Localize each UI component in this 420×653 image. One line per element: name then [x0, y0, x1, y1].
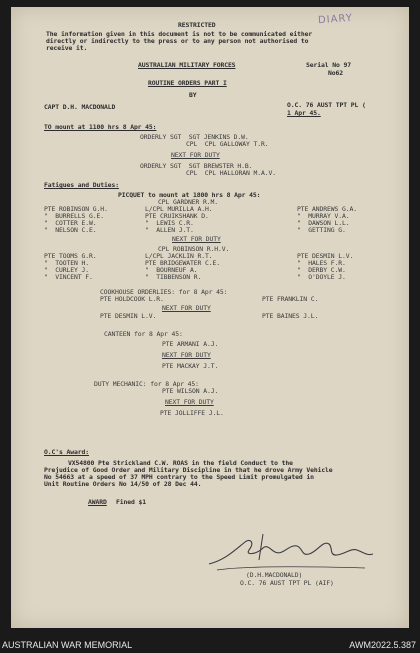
award-value: Fined $1 — [116, 498, 146, 506]
footer-source: AUSTRALIAN WAR MEMORIAL — [2, 640, 133, 650]
duty-mechanic-name: PTE WILSON A.J. — [162, 387, 219, 395]
duty-mechanic-next: PTE JOLLIFFE J.L. — [160, 409, 224, 417]
fatigues-heading: Fatigues and Duties: — [44, 181, 119, 189]
officer-name: CAPT D.H. MACDONALD — [44, 103, 116, 111]
next-picket-row-3-col3: " DERBY C.W. — [297, 266, 346, 274]
orderly-sgt: ORDERLY SGT SGT JENKINS D.W. — [140, 133, 249, 141]
handwritten-signature — [205, 530, 375, 575]
org-heading: AUSTRALIAN MILITARY FORCES — [138, 61, 236, 69]
footer-accession-number: AWM2022.5.387 — [349, 640, 416, 650]
award-heading: O.C's Award: — [44, 448, 89, 456]
picket-row-3-col2: " LEWIS C.R. — [145, 219, 194, 227]
cookhouse-heading: COOKHOUSE ORDERLIES: for 8 Apr 45: — [100, 288, 228, 296]
cookhouse-next-b: PTE BAINES J.L. — [262, 312, 319, 320]
next-picket-row-1-col1: PTE TOOMS G.R. — [44, 252, 97, 260]
picket-row-2-col1: " BURRELLS G.E. — [44, 212, 104, 220]
picket-row-2-col2: PTE CRUIKSHANK D. — [145, 212, 209, 220]
signature-title: O.C. 76 AUST TPT PL (AIF) — [240, 579, 334, 587]
by-line: BY — [189, 91, 197, 99]
next-orderly-cpl: CPL CPL HALLORAN M.A.V. — [186, 169, 276, 177]
command-line: O.C. 76 AUST TPT PL ( — [287, 101, 366, 109]
picket-row-2-col3: " MURRAY V.A. — [297, 212, 350, 220]
picket-row-1-col1: PTE ROBINSON G.H. — [44, 205, 108, 213]
picket-row-4-col3: " GETTING G. — [297, 226, 346, 234]
canteen-name: PTE ARMANI A.J. — [162, 340, 219, 348]
next-for-duty-1: NEXT FOR DUTY — [171, 151, 220, 159]
caveat-line-2: directly or indirectly to the press or to any person not authorised to — [46, 37, 309, 45]
next-for-duty-3: NEXT FOR DUTY — [162, 304, 211, 312]
award-label: AWARD — [88, 498, 107, 506]
award-line-2: Prejudice of Good Order and Military Discipline in that he drove Army Vehicle — [44, 466, 333, 474]
orderly-cpl: CPL CPL GALLOWAY T.R. — [186, 140, 269, 148]
classification-heading: RESTRICTED — [178, 21, 216, 29]
next-picket-row-2-col3: " HALES F.R. — [297, 259, 346, 267]
canteen-next: PTE MACKAY J.T. — [162, 362, 219, 370]
date-line: 1 Apr 45. — [287, 109, 321, 117]
next-for-duty-2: NEXT FOR DUTY — [172, 235, 221, 243]
diary-stamp: DIARY — [317, 12, 354, 27]
caveat-line-1: The information given in this document is not to be communicated either — [46, 30, 313, 38]
picket-row-4-col1: " NELSON C.E. — [44, 226, 97, 234]
serial-number: Serial No 97 — [306, 61, 351, 69]
section-heading: TO mount at 1100 hrs 8 Apr 45: — [44, 123, 157, 131]
duty-mechanic-heading: DUTY MECHANIC: for 8 Apr 45: — [94, 380, 199, 388]
picket-row-3-col3: " DAWSON L.L. — [297, 219, 350, 227]
next-picket-row-1-col2: L/CPL JACKLIN R.T. — [145, 252, 213, 260]
picket-heading: PICQUET to mount at 1800 hrs 8 Apr 45: — [118, 191, 261, 199]
picket-row-4-col2: " ALLEN J.T. — [145, 226, 194, 234]
picket-cpl: CPL GARDNER R.M. — [158, 198, 218, 206]
next-picket-row-2-col1: " TOOTEN H. — [44, 259, 89, 267]
cookhouse-next-a: PTE DESMIN L.V. — [100, 312, 157, 320]
serial-sub: No62 — [328, 69, 343, 77]
next-for-duty-5: NEXT FOR DUTY — [165, 398, 214, 406]
next-picket-row-4-col2: " TIBBENSON R. — [145, 273, 202, 281]
next-for-duty-4: NEXT FOR DUTY — [162, 351, 211, 359]
cookhouse-orderly-b: PTE FRANKLIN C. — [262, 295, 319, 303]
picket-row-3-col1: " COTTER E.W. — [44, 219, 97, 227]
next-picket-cpl: CPL ROBINSON R.H.V. — [158, 245, 230, 253]
signature-name: (D.H.MACDONALD) — [246, 571, 303, 579]
next-orderly-sgt: ORDERLY SGT SGT BREWSTER H.B. — [140, 162, 253, 170]
award-line-3: No 54663 at a speed of 37 MPH contrary to the Speed Limit promulgated in — [44, 473, 314, 481]
next-picket-row-2-col2: PTE BRIDGEWATER C.E. — [145, 259, 220, 267]
cookhouse-orderly-a: PTE HOLDCOOK L.R. — [100, 295, 164, 303]
orders-title: ROUTINE ORDERS PART I — [148, 79, 227, 87]
next-picket-row-4-col3: " O'DOYLE J. — [297, 273, 346, 281]
picket-row-1-col2: L/CPL MURILLA A.H. — [145, 205, 213, 213]
picket-row-1-col3: PTE ANDREWS G.A. — [297, 205, 357, 213]
caveat-line-3: receive it. — [46, 44, 88, 52]
award-line-1: VX54800 Pte Strickland C.W. ROAS in the field Conduct to the — [68, 459, 293, 467]
canteen-heading: CANTEEN for 8 Apr 45: — [104, 330, 183, 338]
next-picket-row-4-col1: " VINCENT F. — [44, 273, 93, 281]
next-picket-row-3-col2: " BOURNEUF A. — [145, 266, 198, 274]
next-picket-row-1-col3: PTE DESMIN L.V. — [297, 252, 354, 260]
award-line-4: Unit Routine Orders No 14/50 of 28 Dec 44. — [44, 480, 202, 488]
next-picket-row-3-col1: " CURLEY J. — [44, 266, 89, 274]
